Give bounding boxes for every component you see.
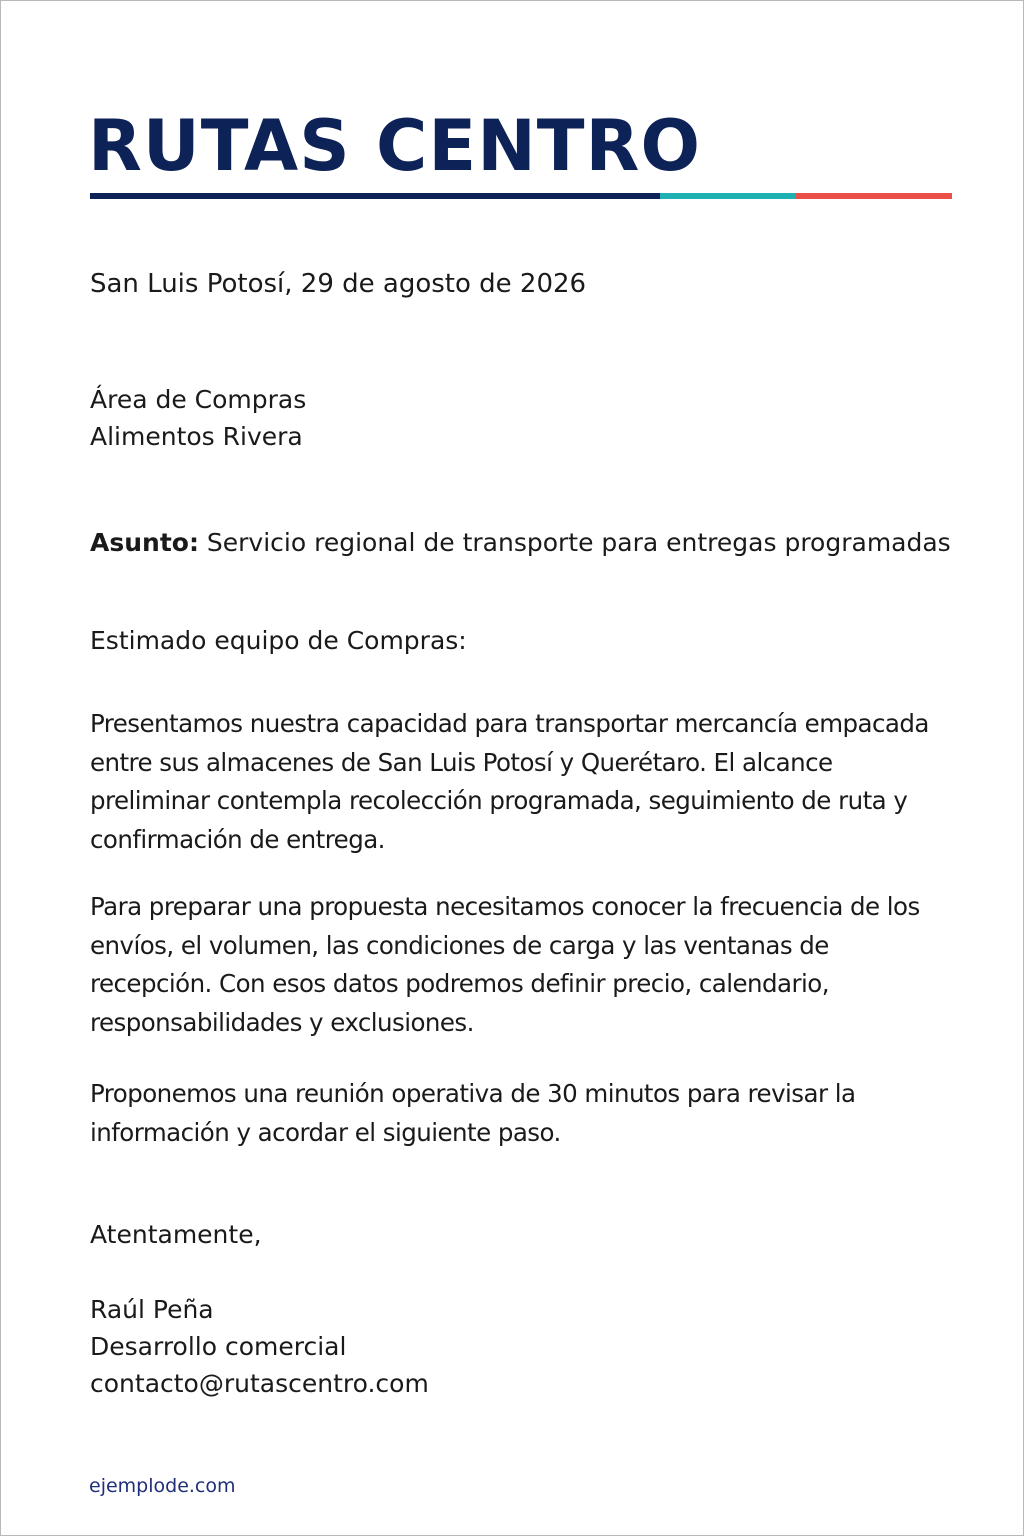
recipient-department: Área de Compras — [90, 385, 307, 414]
closing: Atentamente, — [90, 1220, 262, 1249]
subject-line — [90, 524, 951, 562]
footer-site-link[interactable]: ejemplode.com — [89, 1475, 236, 1497]
subject-text: Servicio regional de transporte para entregas programadas — [206, 528, 951, 557]
header-rule-navy — [90, 193, 660, 199]
subject-label: Asunto: — [90, 528, 199, 557]
body-paragraph-1: Presentamos nuestra capacidad para transportar mercancía empacada entre sus almacenes de San Luis Potosí y Querétaro. El alcance preliminar contempla recolección programada, seguimiento de ruta y confirmación de entrega. — [90, 709, 929, 854]
signer-role: Desarrollo comercial — [90, 1332, 347, 1361]
body-paragraph-3: Proponemos una reunión operativa de 30 minutos para revisar la información y acordar el siguiente paso. — [90, 1079, 856, 1147]
company-name: RUTAS CENTRO — [88, 105, 701, 187]
signature-block — [90, 1291, 429, 1402]
greeting: Estimado equipo de Compras: — [90, 626, 467, 655]
recipient-company: Alimentos Rivera — [90, 422, 303, 451]
signer-name: Raúl Peña — [90, 1295, 214, 1324]
signer-email[interactable]: contacto@rutascentro.com — [90, 1369, 429, 1398]
recipient-block — [90, 381, 306, 455]
header-rule-teal — [660, 193, 796, 199]
header-rule-red — [796, 193, 952, 199]
letter-date: San Luis Potosí, 29 de agosto de 2026 — [90, 269, 587, 299]
body-paragraph-2: Para preparar una propuesta necesitamos conocer la frecuencia de los envíos, el volumen, las condiciones de carga y las ventanas de recepción. Con esos datos podremos definir precio, calendario, responsabilidades y exclusiones. — [90, 892, 920, 1037]
